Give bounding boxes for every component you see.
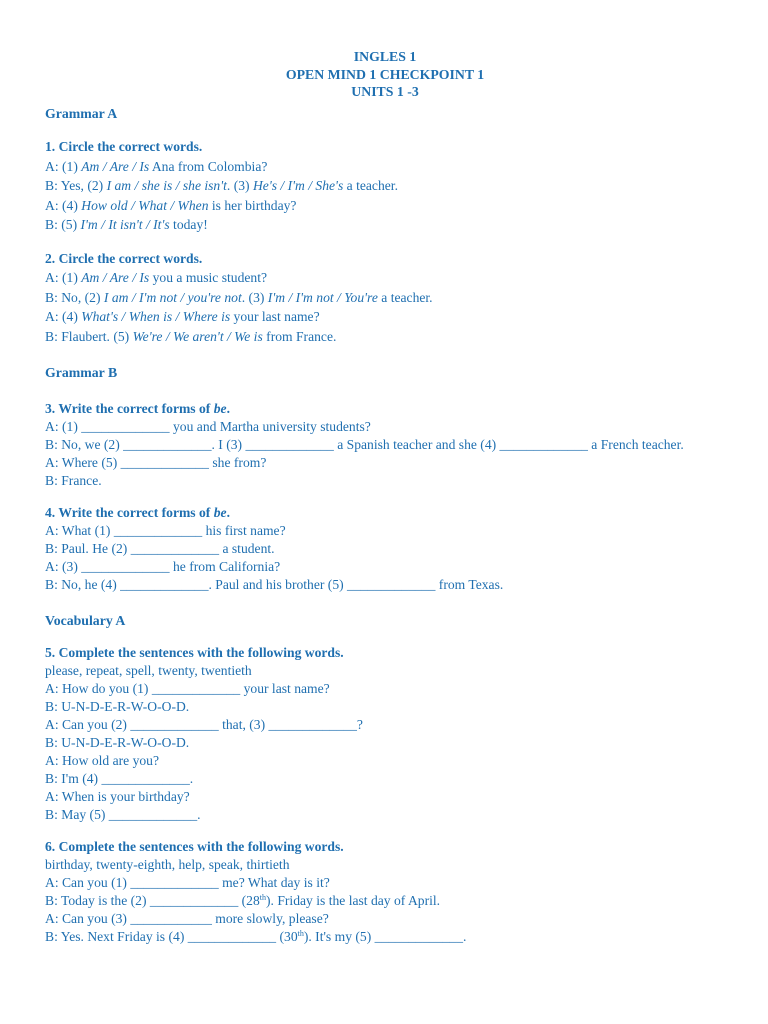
answer-options: I'm / It isn't / It's bbox=[80, 217, 170, 232]
exercise-3-line: A: Where (5) _____________ she from? bbox=[45, 454, 267, 470]
exercise-5-title: 5. Complete the sentences with the following words. bbox=[45, 645, 344, 660]
exercise-4 bbox=[45, 504, 725, 594]
exercise-2-line: B: Flaubert. (5) We're / We aren't / We is from France. bbox=[45, 328, 337, 344]
header-units: UNITS 1 -3 bbox=[351, 84, 419, 99]
exercise-3-line: B: France. bbox=[45, 472, 102, 488]
answer-options: Am / Are / Is bbox=[81, 270, 150, 285]
exercise-2 bbox=[45, 249, 725, 347]
exercise-1-line: A: (4) How old / What / When is her birthday? bbox=[45, 197, 297, 213]
answer-options: I am / I'm not / you're not bbox=[103, 289, 242, 305]
answer-options: Am / Are / Is bbox=[81, 158, 150, 174]
exercise-1 bbox=[45, 137, 725, 235]
exercise-3-line: B: No, we (2) _____________. I (3) _____________ a Spanish teacher and she (4) _____________ a French teacher. bbox=[45, 436, 684, 452]
answer-options: I'm / I'm not / You're bbox=[267, 289, 378, 305]
exercise-6-line: B: Today is the (2) _____________ (28th). Friday is the last day of April. bbox=[45, 893, 441, 908]
exercise-1-line: A: (1) Am / Are / Is Ana from Colombia? bbox=[45, 158, 268, 174]
worksheet-header bbox=[45, 48, 725, 101]
exercise-4-title: 4. Write the correct forms of be. bbox=[45, 504, 230, 520]
word-bank: please, repeat, spell, twenty, twentieth bbox=[45, 663, 252, 678]
exercise-4-line: B: No, he (4) _____________. Paul and his brother (5) _____________ from Texas. bbox=[45, 576, 504, 592]
section-grammar-b: Grammar B bbox=[45, 365, 118, 380]
exercise-5-line: B: U-N-D-E-R-W-O-O-D. bbox=[45, 735, 190, 750]
exercise-3-line: A: (1) _____________ you and Martha university students? bbox=[45, 418, 371, 434]
exercise-2-line: A: (1) Am / Are / Is you a music student? bbox=[45, 270, 268, 285]
word-bank: birthday, twenty-eighth, help, speak, thirtieth bbox=[45, 857, 290, 872]
exercise-5-line: B: May (5) _____________. bbox=[45, 807, 201, 822]
exercise-5-line: A: How old are you? bbox=[45, 753, 160, 768]
exercise-4-line: B: Paul. He (2) _____________ a student. bbox=[45, 540, 275, 556]
exercise-2-line: B: No, (2) I am / I'm not / you're not. (3) I'm / I'm not / You're a teacher. bbox=[45, 289, 433, 305]
exercise-6-line: A: Can you (1) _____________ me? What day is it? bbox=[45, 875, 330, 890]
exercise-1-title: 1. Circle the correct words. bbox=[45, 139, 203, 154]
exercise-5 bbox=[45, 644, 725, 824]
exercise-4-line: A: What (1) _____________ his first name? bbox=[45, 522, 286, 538]
exercise-6-line: A: Can you (3) ____________ more slowly, please? bbox=[45, 911, 329, 926]
exercise-2-line: A: (4) What's / When is / Where is your last name? bbox=[45, 309, 320, 324]
section-grammar-a: Grammar A bbox=[45, 105, 118, 121]
answer-options: I am / she is / she isn't bbox=[106, 178, 227, 193]
header-course: INGLES 1 bbox=[353, 49, 417, 64]
exercise-3 bbox=[45, 400, 725, 490]
exercise-5-line: B: U-N-D-E-R-W-O-O-D. bbox=[45, 699, 190, 714]
exercise-6-line: B: Yes. Next Friday is (4) _____________ (30th). It's my (5) _____________. bbox=[45, 929, 467, 944]
exercise-5-line: A: Can you (2) _____________ that, (3) _____________? bbox=[45, 717, 363, 732]
section-vocabulary-a: Vocabulary A bbox=[45, 612, 126, 628]
exercise-6-title: 6. Complete the sentences with the following words. bbox=[45, 839, 344, 854]
answer-options: What's / When is / Where is bbox=[81, 309, 231, 324]
header-checkpoint: OPEN MIND 1 CHECKPOINT 1 bbox=[285, 66, 485, 82]
exercise-5-line: B: I'm (4) _____________. bbox=[45, 771, 194, 786]
answer-options: We're / We aren't / We is bbox=[132, 328, 263, 344]
exercise-5-line: A: How do you (1) _____________ your last name? bbox=[45, 681, 330, 696]
exercise-2-title: 2. Circle the correct words. bbox=[45, 250, 203, 266]
exercise-1-line: B: Yes, (2) I am / she is / she isn't. (3) He's / I'm / She's a teacher. bbox=[45, 178, 398, 193]
answer-options: He's / I'm / She's bbox=[252, 178, 344, 193]
exercise-4-line: A: (3) _____________ he from California? bbox=[45, 558, 281, 574]
exercise-3-title: 3. Write the correct forms of be. bbox=[45, 400, 230, 416]
worksheet-page bbox=[45, 48, 725, 946]
exercise-1-line: B: (5) I'm / It isn't / It's today! bbox=[45, 217, 208, 232]
exercise-5-line: A: When is your birthday? bbox=[45, 789, 190, 804]
answer-options: How old / What / When bbox=[81, 197, 209, 213]
exercise-6 bbox=[45, 838, 725, 946]
